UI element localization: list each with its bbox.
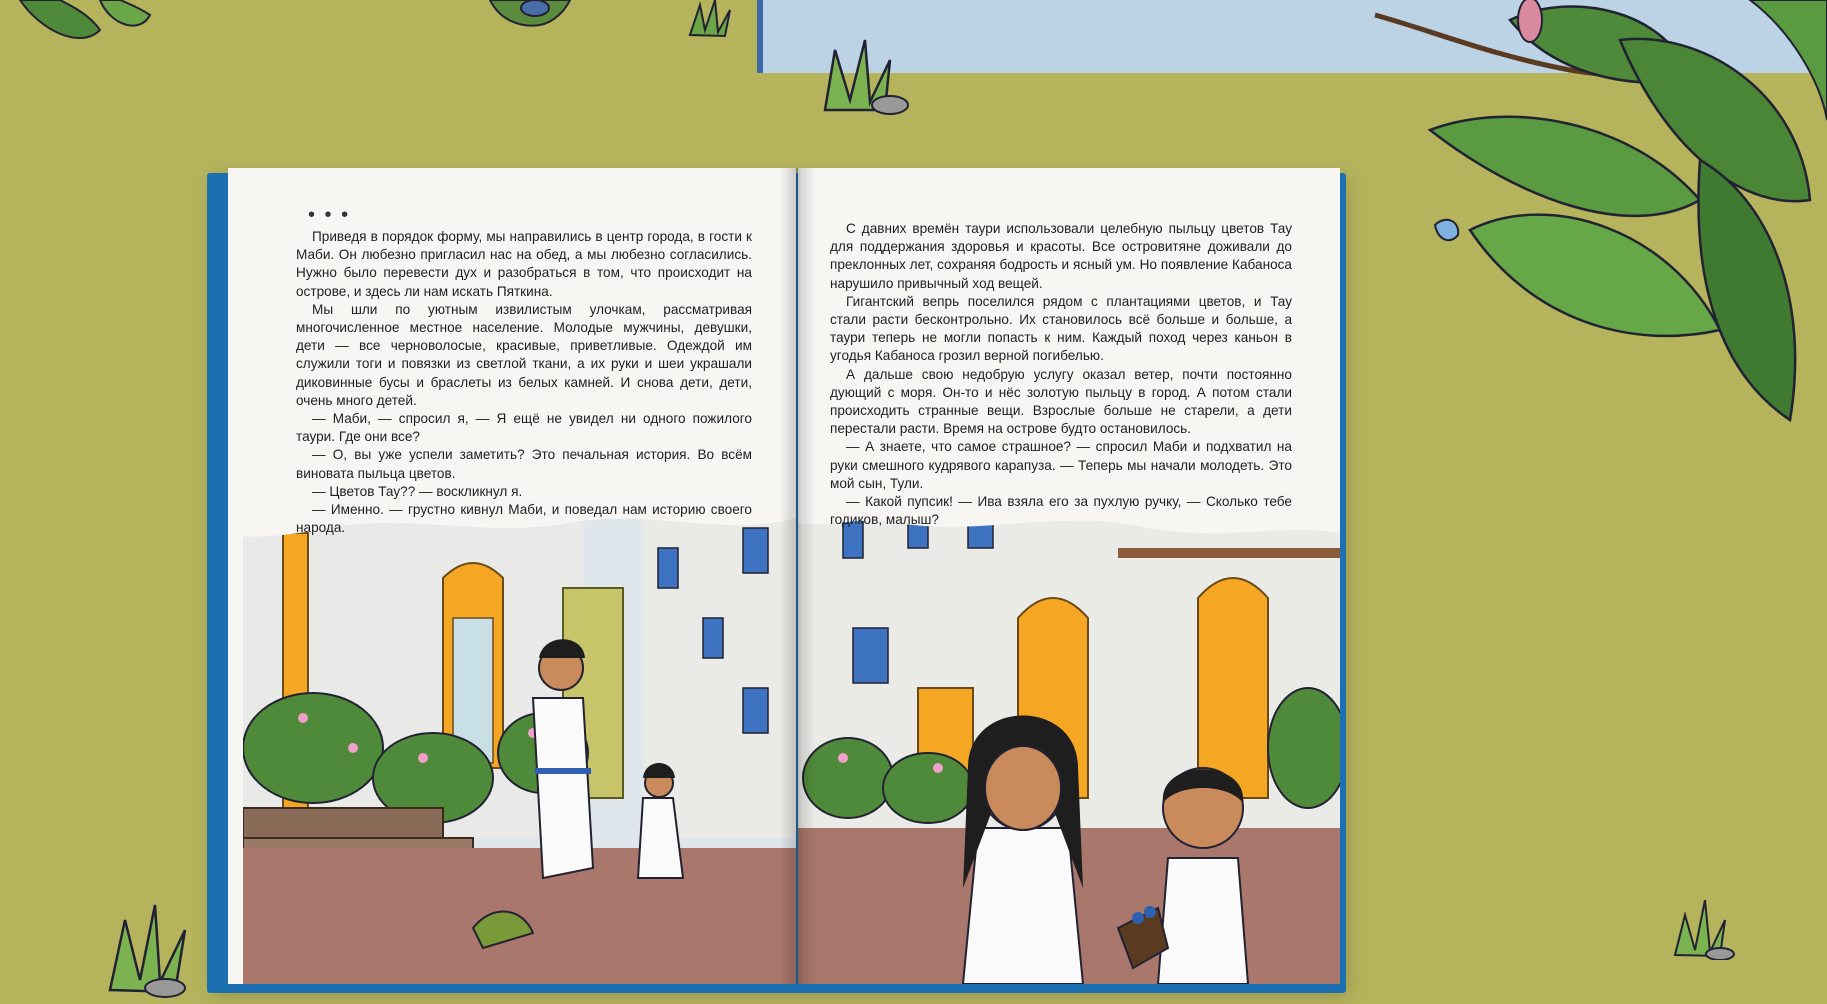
top-left-leaves-decoration <box>0 0 240 60</box>
left-page-illustration <box>243 508 796 984</box>
grass-tuft-decoration <box>680 0 740 40</box>
grass-with-stone-decoration <box>810 30 920 120</box>
paragraph: Приведя в порядок форму, мы направились в центр города, в гости к Маби. Он любезно пригласил нас на обед, а мы любезно согласились. Нужно было перевести дух и разобраться в том, что происходит на острове, и здесь ли нам искать Пяткина. <box>296 229 752 299</box>
paragraph: — О, вы уже успели заметить? Это печальная история. Во всём виновата пыльца цветов. <box>296 447 752 481</box>
right-page-illustration <box>798 508 1340 984</box>
paragraph: Гигантский вепрь поселился рядом с плантациями цветов, и Тау стали расти бесконтрольно. Их становилось всё больше и больше, а таури теперь не могли попасть к ним. Каждый поход через каньон в угодья Кабаноса грозил верной погибелью. <box>830 293 1292 364</box>
paragraph: — Маби, — спросил я, — Я ещё не увидел ни одного пожилого таури. Где они все? <box>296 411 752 445</box>
left-page-text <box>296 228 752 537</box>
bottom-left-grass-decoration <box>95 900 205 1000</box>
paragraph: — Цветов Тау?? — воскликнул я. <box>312 483 523 499</box>
right-page-text <box>830 220 1292 529</box>
paragraph: — Именно. — грустно кивнул Маби, и поведал нам историю своего народа. <box>296 502 752 536</box>
paragraph: — Какой пупсик! — Ива взяла его за пухлую ручку, — Сколько тебе годиков, малыш? <box>830 494 1292 528</box>
paragraph: С давних времён таури использовали целебную пыльцу цветов Тау для поддержания здоровья и красоты. Все островитяне доживали до преклонных лет, сохраняя бодрость и ясный ум. Но появление Кабаноса нарушило привычный ход вещей. <box>830 221 1292 291</box>
top-plant-decoration <box>480 0 580 30</box>
jungle-leaves-decoration <box>1370 0 1827 440</box>
scene-separator: • • • <box>308 204 351 226</box>
bottom-right-grass-decoration <box>1665 900 1745 960</box>
paragraph: А дальше свою недобрую услугу оказал ветер, почти постоянно дующий с моря. Он-то и нёс золотую пыльцу в город. А потом стали происходить странные вещи. Взрослые больше не старели, а дети перестали расти. Время на острове будто остановилось. <box>830 366 1292 437</box>
paragraph: Мы шли по уютным извилистым улочкам, рассматривая многочисленное местное население. Молодые мужчины, девушки, дети — все черноволосые, красивые, приветливые. Одеждой им служили тоги и повязки из светлой ткани, а их руки и шеи украшали диковинные бусы и браслеты из белых камней. И снова дети, дети, очень много детей. <box>296 301 752 408</box>
paragraph: — А знаете, что самое страшное? — спросил Маби и подхватил на руки смешного кудрявого карапуза. — Теперь мы начали молодеть. Это мой сын, Тули. <box>830 439 1292 491</box>
